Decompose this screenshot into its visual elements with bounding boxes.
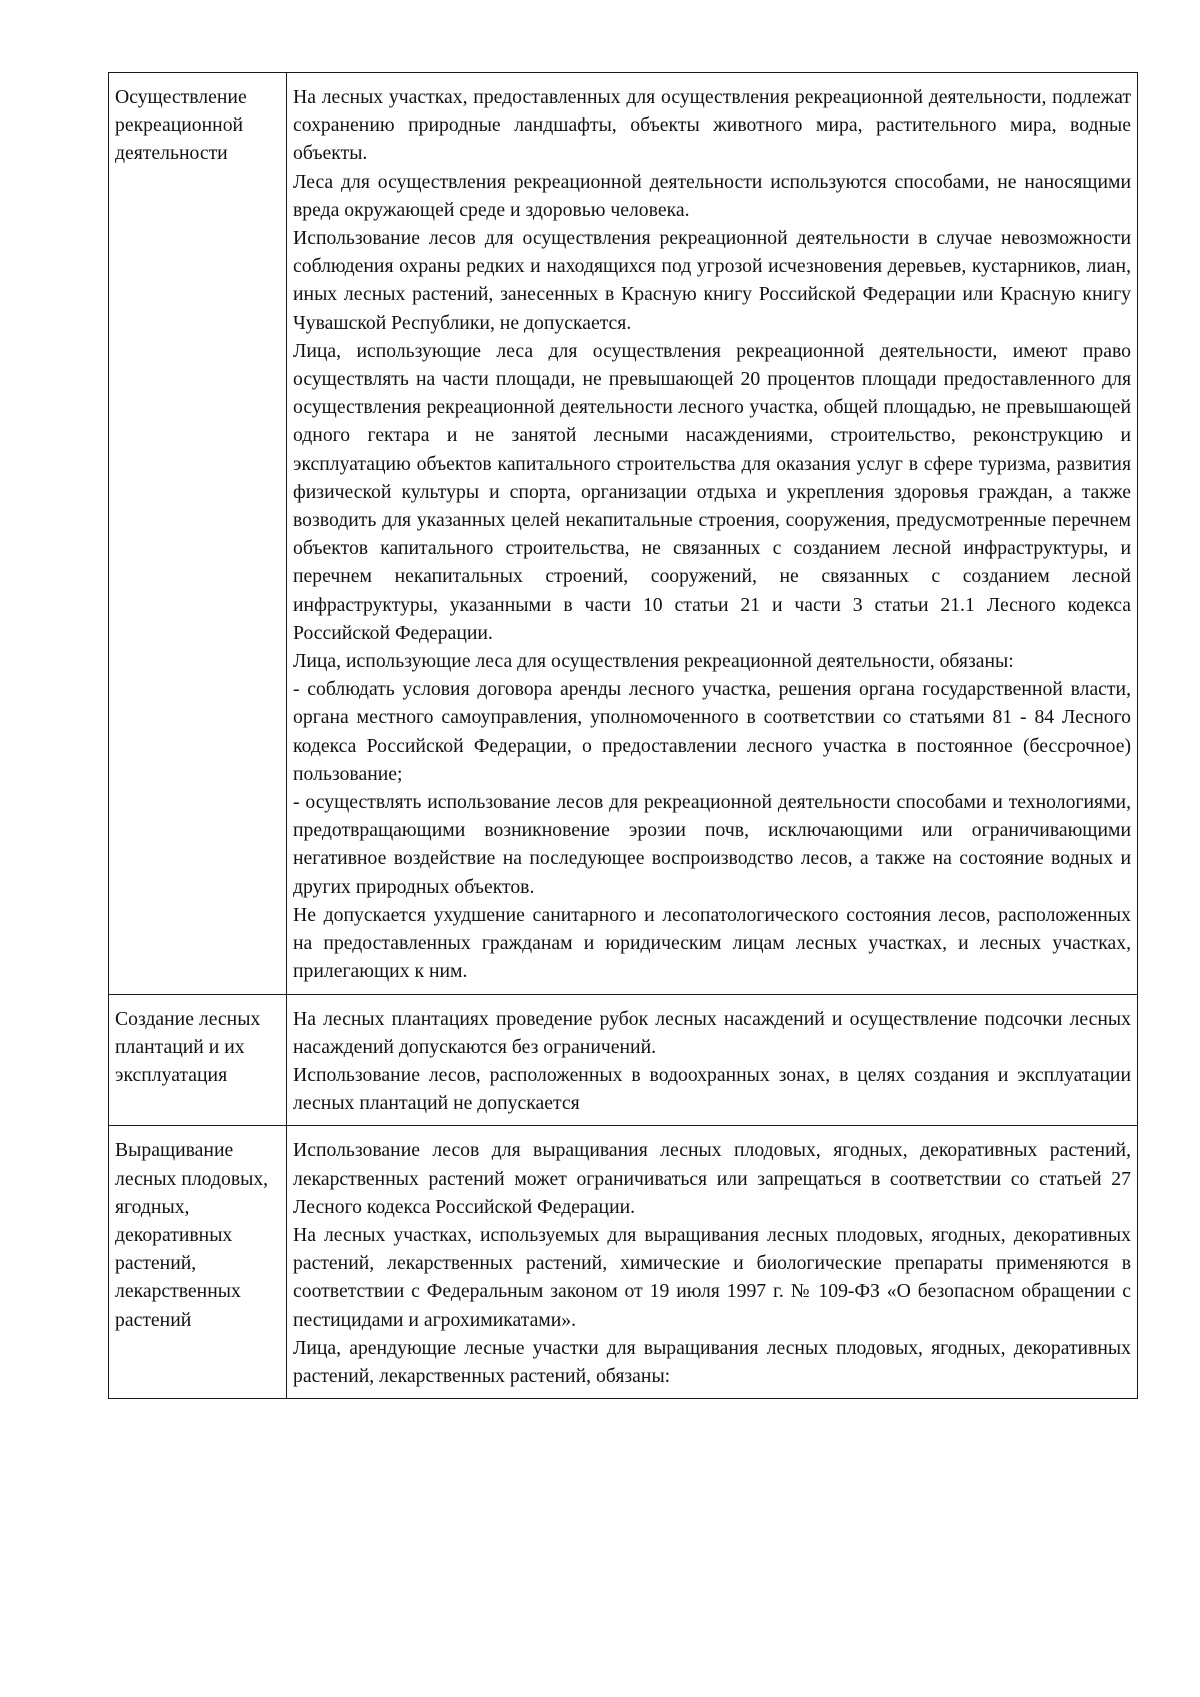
paragraph: Лица, арендующие лесные участки для выращивания лесных плодовых, ягодных, декоративных растений, лекарственных растений, обязаны: bbox=[293, 1336, 1131, 1387]
row-topic-text: Создание лесных плантаций и их эксплуатация bbox=[115, 1007, 261, 1086]
paragraph: Использование лесов, расположенных в водоохранных зонах, в целях создания и эксплуатации лесных плантаций не допускается bbox=[293, 1063, 1131, 1115]
list-item: - осуществлять использование лесов для рекреационной деятельности способами и технологиями, предотвращающими возникновение эрозии почв, исключающими или ограничивающими негативное воздействие на последующее воспроизводство лесов, а также на состояние водных и других природных объектов. bbox=[293, 791, 1131, 898]
row-topic bbox=[109, 994, 287, 1126]
paragraph: Лица, использующие леса для осуществления рекреационной деятельности, имеют право осуществлять на части площади, не превышающей 20 процентов площади предоставленного для осуществления рекреационной деятельности лесного участка, общей площадью, не превышающей одного гектара и не занятой лесными насаждениями, строительство, реконструкцию и эксплуатацию объектов капитального строительства для оказания услуг в сфере туризма, развития физической культуры и спорта, организации отдыха и укрепления здоровья граждан, а также возводить для указанных целей некапитальные строения, сооружения, предусмотренные перечнем объектов капитального строительства, не связанных с созданием лесной инфраструктуры, и перечнем некапитальных строений, сооружений, не связанных с созданием лесной инфраструктуры, указанными в части 10 статьи 21 и части 3 статьи 21.1 Лесного кодекса Российской Федерации. bbox=[293, 339, 1131, 644]
row-content bbox=[287, 73, 1138, 995]
forest-use-table bbox=[108, 72, 1138, 1399]
paragraph: На лесных участках, предоставленных для осуществления рекреационной деятельности, подлежат сохранению природные ландшафты, объекты животного мира, растительного мира, водные объекты. bbox=[293, 86, 1131, 165]
row-topic bbox=[109, 1126, 287, 1399]
document-page bbox=[108, 72, 1138, 1399]
paragraph: Лица, использующие леса для осуществления рекреационной деятельности, обязаны: bbox=[293, 650, 1014, 673]
paragraph: Использование лесов для осуществления рекреационной деятельности в случае невозможности соблюдения охраны редких и находящихся под угрозой исчезновения деревьев, кустарников, лиан, иных лесных растений, занесенных в Красную книгу Российской Федерации или Красную книгу Чувашской Республики, не допускается. bbox=[293, 227, 1131, 334]
row-topic bbox=[109, 73, 287, 995]
paragraph: Использование лесов для выращивания лесных плодовых, ягодных, декоративных растений, лекарственных растений может ограничиваться или запрещаться в соответствии со статьей 27 Лесного кодекса Российской Федерации. bbox=[293, 1139, 1131, 1218]
paragraph: На лесных плантациях проведение рубок лесных насаждений и осуществление подсочки лесных насаждений допускаются без ограничений. bbox=[293, 1007, 1131, 1058]
row-topic-text: Осуществление рекреационной деятельности bbox=[115, 86, 247, 165]
table-row-recreation bbox=[109, 73, 1138, 995]
row-topic-text: Выращивание лесных плодовых, ягодных, декоративных растений, лекарственных растений bbox=[115, 1139, 269, 1331]
table-row-cultivation bbox=[109, 1126, 1138, 1399]
paragraph: На лесных участках, используемых для выращивания лесных плодовых, ягодных, декоративных растений, лекарственных растений, химические и биологические препараты применяются в соответствии с Федеральным законом от 19 июля 1997 г. № 109-ФЗ «О безопасном обращении с пестицидами и агрохимикатами». bbox=[293, 1223, 1131, 1331]
paragraph: Леса для осуществления рекреационной деятельности используются способами, не наносящими вреда окружающей среде и здоровью человека. bbox=[293, 170, 1131, 221]
row-content bbox=[287, 994, 1138, 1126]
list-item: - соблюдать условия договора аренды лесного участка, решения органа государственной власти, органа местного самоуправления, уполномоченного в соответствии со статьями 81 - 84 Лесного кодекса Российской Федерации, о предоставлении лесного участка в постоянное (бессрочное) пользование; bbox=[293, 678, 1131, 785]
paragraph: Не допускается ухудшение санитарного и лесопатологического состояния лесов, расположенных на предоставленных гражданам и юридическим лицам лесных участках, и лесных участках, прилегающих к ним. bbox=[293, 903, 1131, 983]
row-content bbox=[287, 1126, 1138, 1399]
table-row-plantations bbox=[109, 994, 1138, 1126]
